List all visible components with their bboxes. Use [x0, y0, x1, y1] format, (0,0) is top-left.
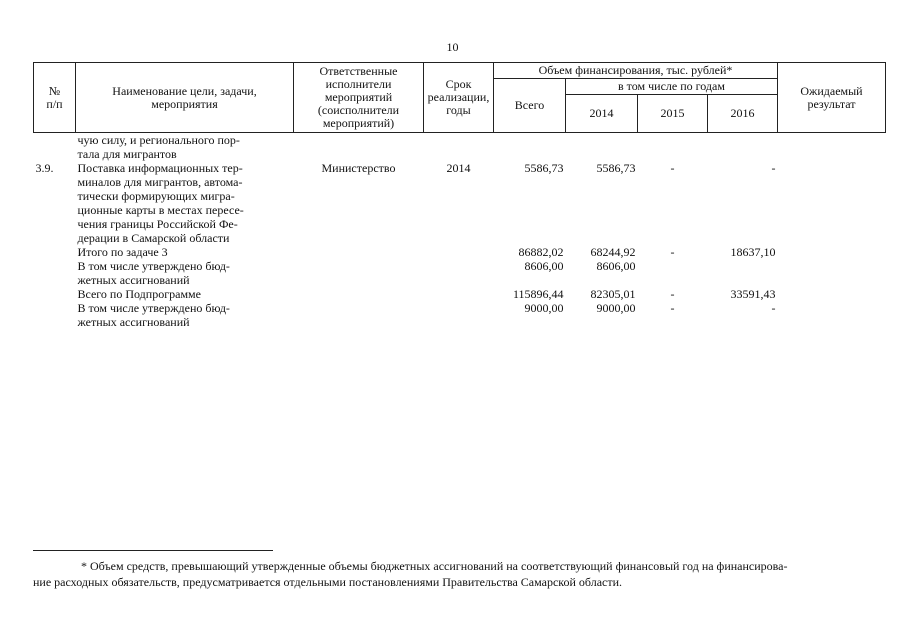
- cell-num: [34, 133, 76, 162]
- cell-total: [494, 133, 566, 162]
- cell-2014: 9000,00: [596, 301, 636, 315]
- header-by-years: в том числе по годам: [566, 79, 778, 95]
- cell-2016: -: [771, 161, 776, 175]
- cell-term: [424, 287, 494, 301]
- cell-result: [778, 161, 886, 245]
- table-row: [34, 245, 886, 259]
- cell-total: 5586,73: [524, 161, 564, 175]
- cell-2016: [708, 133, 778, 162]
- cell-result: [778, 245, 886, 259]
- header-year-2016: 2016: [708, 95, 778, 133]
- header-funding: Объем финансирования, тыс. рублей*: [494, 63, 778, 79]
- table-row: [34, 287, 886, 301]
- cell-num: [34, 301, 76, 329]
- cell-executor: [294, 245, 424, 259]
- cell-2016: -: [771, 301, 776, 315]
- header-term: Срок реализации, годы: [424, 63, 494, 133]
- cell-num: 3.9.: [35, 161, 54, 175]
- cell-term: 2014: [446, 161, 471, 175]
- cell-name: В том числе утверждено бюд- жетных ассигнований: [77, 259, 230, 287]
- header-executors: Ответственные исполнители мероприятий (соисполнители мероприятий): [294, 63, 424, 133]
- header-year-2015: 2015: [638, 95, 708, 133]
- cell-2014: 8606,00: [596, 259, 636, 273]
- cell-executor: Министерство: [321, 161, 396, 175]
- cell-executor: [294, 287, 424, 301]
- header-num: № п/п: [34, 63, 76, 133]
- table-header: [34, 63, 886, 133]
- footnote-rule: [33, 550, 273, 551]
- table-row: [34, 259, 886, 287]
- cell-total: 115896,44: [512, 287, 564, 301]
- cell-2015: -: [670, 301, 675, 315]
- cell-name: Всего по Подпрограмме: [77, 287, 201, 301]
- header-total: Всего: [494, 79, 566, 133]
- cell-num: [34, 259, 76, 287]
- table-body: [34, 133, 886, 330]
- cell-2015: [638, 133, 708, 162]
- cell-name: В том числе утверждено бюд- жетных ассигнований: [77, 301, 230, 329]
- cell-2015: -: [670, 287, 675, 301]
- cell-2015: -: [670, 245, 675, 259]
- cell-2014: 82305,01: [590, 287, 636, 301]
- funding-table: [33, 62, 886, 329]
- cell-result: [778, 301, 886, 329]
- header-name: Наименование цели, задачи, мероприятия: [76, 63, 294, 133]
- cell-2014: 5586,73: [596, 161, 636, 175]
- cell-result: [778, 287, 886, 301]
- footnote: * Объем средств, превышающий утвержденные объемы бюджетных ассигнований на соответствующий финансовый год на финансирова- ние расходных обязательств, предусматривается отдельными постановлениями Правительства Самарской области.: [33, 559, 788, 589]
- header-year-2014: 2014: [566, 95, 638, 133]
- cell-term: [424, 133, 494, 162]
- cell-name: Поставка информационных тер- миналов для мигрантов, автома- тически формирующих мигра- ционные карты в местах пересе- чения границы Российской Фе- дерации в Самарской области: [77, 161, 244, 245]
- cell-executor: [294, 259, 424, 287]
- cell-executor: [294, 301, 424, 329]
- header-result: Ожидаемый результат: [778, 63, 886, 133]
- cell-term: [424, 301, 494, 329]
- cell-num: [34, 287, 76, 301]
- cell-2015: [638, 259, 708, 287]
- cell-term: [424, 245, 494, 259]
- cell-executor: [294, 133, 424, 162]
- cell-total: 86882,02: [518, 245, 564, 259]
- cell-result: [778, 133, 886, 162]
- cell-result: [778, 259, 886, 287]
- table-row: [34, 301, 886, 329]
- cell-2016: [708, 259, 778, 287]
- cell-2014: 68244,92: [590, 245, 636, 259]
- cell-name: Итого по задаче 3: [77, 245, 168, 259]
- page-number: 10: [446, 40, 459, 54]
- cell-name: чую силу, и регионального пор- тала для мигрантов: [77, 133, 240, 161]
- cell-2016: 18637,10: [730, 245, 776, 259]
- cell-2015: -: [670, 161, 675, 175]
- cell-2016: 33591,43: [730, 287, 776, 301]
- table-row: [34, 161, 886, 245]
- cell-term: [424, 259, 494, 287]
- cell-num: [34, 245, 76, 259]
- table-row: [34, 133, 886, 162]
- cell-total: 9000,00: [524, 301, 564, 315]
- cell-total: 8606,00: [524, 259, 564, 273]
- cell-2014: [566, 133, 638, 162]
